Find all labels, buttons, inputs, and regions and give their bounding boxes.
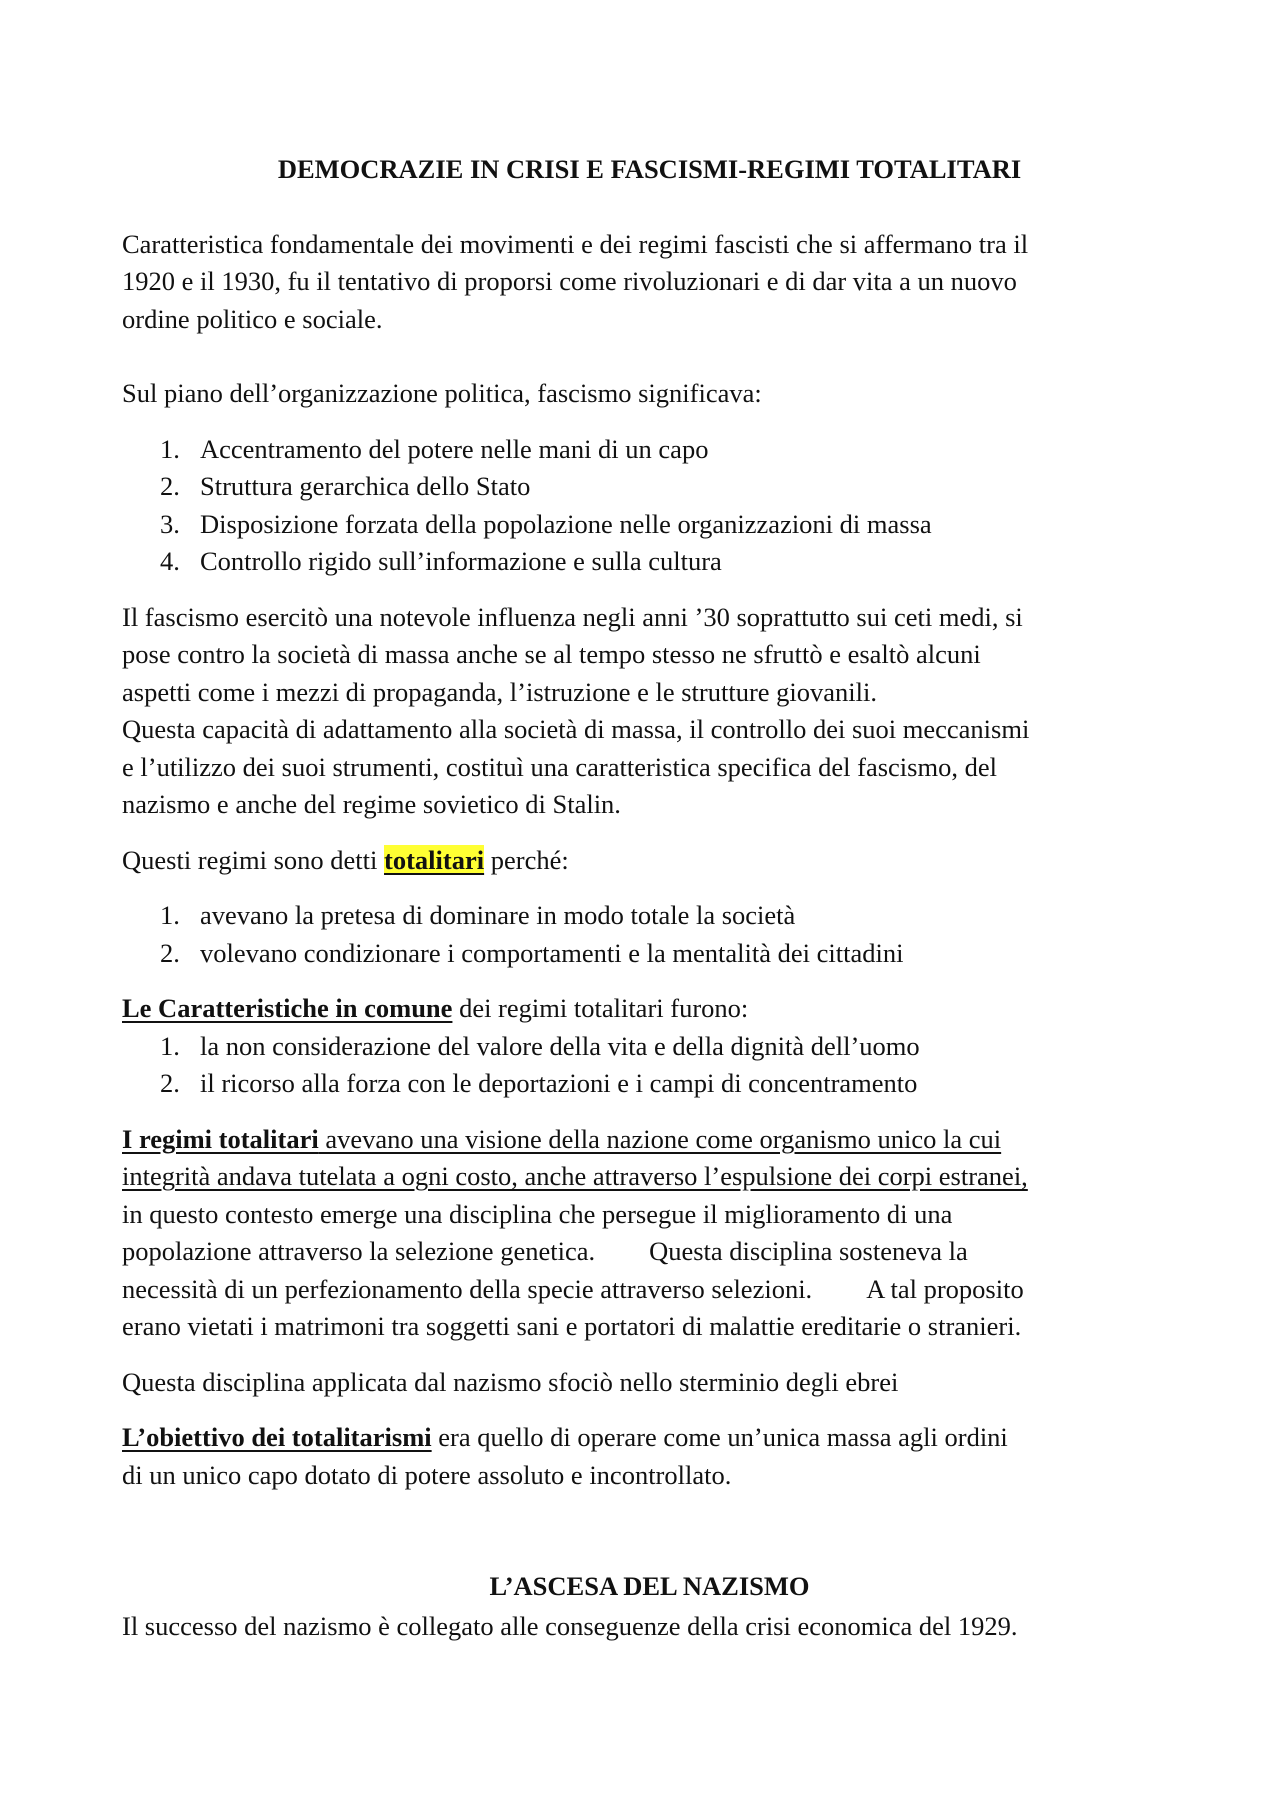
list-item: 2. Struttura gerarchica dello Stato	[160, 471, 531, 501]
extermination-paragraph: Questa disciplina applicata dal nazismo sfociò nello sterminio degli ebrei	[122, 1366, 899, 1397]
common-lead: Le Caratteristiche in comune dei regimi totalitari furono:	[122, 993, 749, 1023]
objective-paragraph: L’obiettivo dei totalitarismi era quello di operare come un’unica massa agli ordini di un unico capo dotato di potere assoluto e incontrollato.	[122, 1422, 1008, 1490]
influence-paragraph: Il fascismo esercitò una notevole influenza negli anni ’30 soprattutto sui ceti medi, si pose contro la società di massa anche se al tempo stesso ne sfruttò e esaltò alcuni aspetti come i mezzi di propaganda, l’istruzione e le strutture giovanili. Questa capacità di adattamento alla società di massa, il controllo dei suoi meccanismi e l’utilizzo dei suoi strumenti, costituì una caratteristica specifica del fascismo, del nazismo e anche del regime sovietico di Stalin.	[122, 601, 1030, 819]
list-item: 2. il ricorso alla forza con le deportazioni e i campi di concentramento	[160, 1068, 918, 1098]
regimes-paragraph: I regimi totalitari avevano una visione della nazione come organismo unico la cui integrità andava tutelata a ogni costo, anche attraverso l’espulsione dei corpi estranei, in questo contesto emerge una disciplina che persegue il miglioramento di una popolazione attraverso la selezione genetica. Questa disciplina sosteneva la necessità di un perfezionamento della specie attraverso selezioni. A tal proposito erano vietati i matrimoni tra soggetti sani e portatori di malattie ereditarie o stranieri.	[122, 1123, 1028, 1341]
intro-line: ordine politico e sociale.	[122, 303, 383, 334]
political-list	[122, 431, 1177, 581]
totalitarian-list	[122, 897, 1177, 972]
political-lead: Sul piano dell’organizzazione politica, fascismo significava:	[122, 378, 762, 408]
section-paragraph: Il successo del nazismo è collegato alle conseguenze della crisi economica del 1929.	[122, 1610, 1018, 1641]
bold-keyword: I regimi totalitari	[122, 1123, 319, 1154]
highlighted-keyword: totalitari	[384, 844, 485, 875]
common-list	[122, 1028, 1177, 1103]
list-item: 1. Accentramento del potere nelle mani di un capo	[160, 433, 709, 464]
section-title: L’ASCESA DEL NAZISMO	[489, 1571, 810, 1601]
page-title: DEMOCRAZIE IN CRISI E FASCISMI-REGIMI TOTALITARI	[277, 154, 1022, 184]
totalitarian-lead: Questi regimi sono detti totalitari perché:	[122, 844, 569, 875]
list-item: 1. avevano la pretesa di dominare in modo totale la società	[160, 900, 796, 930]
document-body	[122, 151, 1177, 1645]
list-item: 1. la non considerazione del valore della vita e della dignità dell’uomo	[160, 1030, 920, 1061]
list-item: 2. volevano condizionare i comportamenti e la mentalità dei cittadini	[160, 937, 904, 968]
list-item: 4. Controllo rigido sull’informazione e sulla cultura	[160, 546, 722, 576]
intro-line: Caratteristica fondamentale dei movimenti e dei regimi fascisti che si affermano tra il	[122, 228, 1029, 259]
intro-paragraph	[122, 226, 1177, 339]
bold-keyword: L’obiettivo dei totalitarismi	[122, 1422, 432, 1452]
list-item: 3. Disposizione forzata della popolazione nelle organizzazioni di massa	[160, 508, 932, 539]
intro-line: 1920 e il 1930, fu il tentativo di proporsi come rivoluzionari e di dar vita a un nuovo	[122, 266, 1017, 296]
bold-keyword: Le Caratteristiche in comune	[122, 993, 453, 1023]
